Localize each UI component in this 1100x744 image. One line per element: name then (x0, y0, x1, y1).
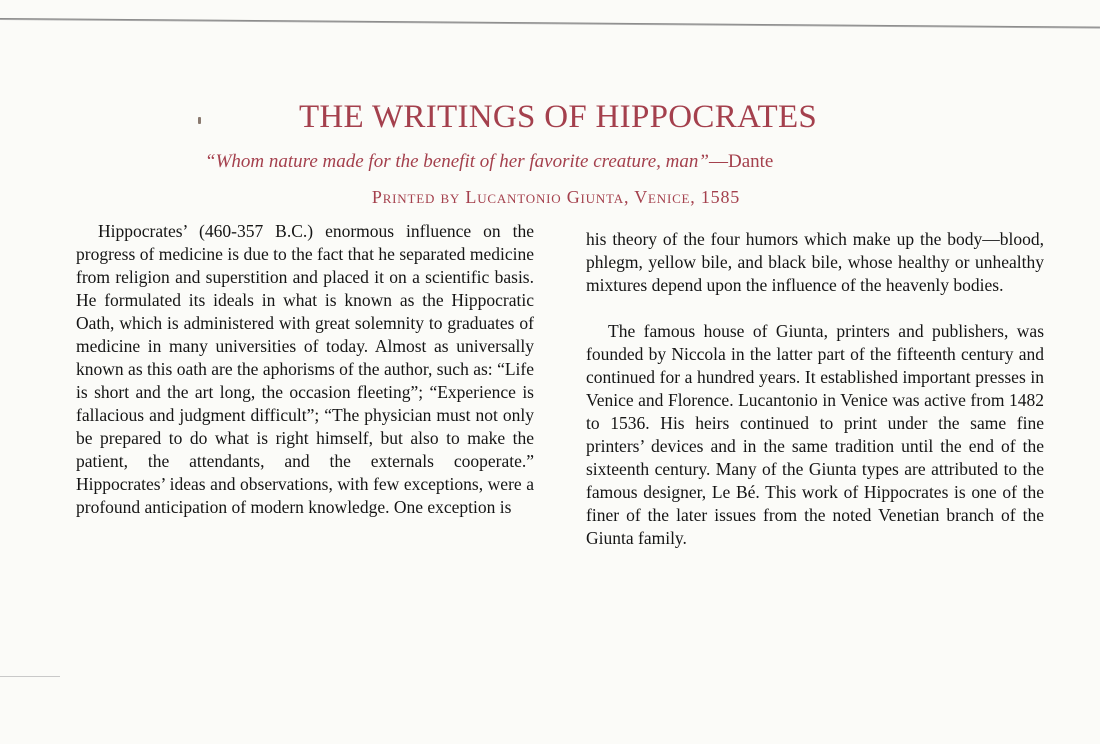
right-paragraph-1: his theory of the four humors which make up the body—blood, phlegm, yellow bile, and black bile, whose healthy or unhealthy mixtures depend upon the influence of the heavenly bodies. (586, 229, 1044, 295)
right-paragraph-2: The famous house of Giunta, printers and publishers, was founded by Niccola in the latter part of the fifteenth century and continued for a hundred years. It established important presses in Venice and Florence. Lucantonio in Venice was active from 1482 to 1536. His heirs continued to print under the same fine printers’ devices and in the same tradition until the end of the sixteenth century. Many of the Giunta types are attributed to the famous designer, Le Bé. This work of Hippocrates is one of the finer of the later issues from the noted Venetian branch of the Giunta family. (586, 321, 1044, 548)
left-column (76, 220, 534, 519)
epigraph-attribution: —Dante (708, 151, 774, 172)
page-title: THE WRITINGS OF HIPPOCRATES (298, 99, 818, 135)
printer-line: Printed by Lucantonio Giunta, Venice, 1585 (371, 187, 741, 207)
top-edge-rule (0, 18, 1100, 29)
left-paragraph-1: Hippocrates’ (460-357 B.C.) enormous influence on the progress of medicine is due to the fact that he separated medicine from religion and superstition and placed it on a scientific basis. He formulated its ideals in what is known as the Hippocratic Oath, which is administered with great solemnity to graduates of medicine in many universities of today. Almost as universally known as this oath are the aphorisms of the author, such as: “Life is short and the art long, the occasion fleeting”; “Experience is fallacious and judgment difficult”; “The physician must not only be prepared to do what is right himself, but also to make the patient, the attendants, and the externals cooperate.” Hippocrates’ ideas and observations, with few exceptions, were a profound anticipation of modern knowledge. One exception is (76, 221, 534, 517)
epigraph-quote: “Whom nature made for the benefit of her favorite creature, man” (205, 151, 709, 172)
epigraph (205, 152, 925, 171)
right-column (586, 228, 1044, 550)
bottom-left-edge-mark (0, 676, 60, 677)
